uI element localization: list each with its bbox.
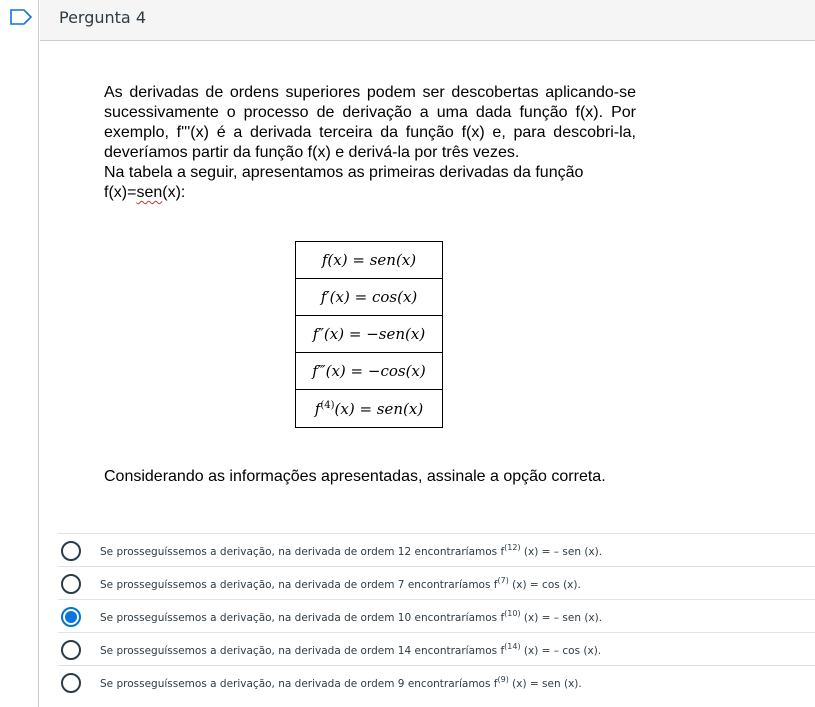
answer-order: (10)	[504, 609, 521, 618]
table-row	[296, 279, 443, 316]
derivative-rhs: = cos(x)	[354, 288, 418, 306]
answer-option[interactable]	[58, 533, 815, 566]
derivative-rhs: = sen(x)	[352, 251, 417, 269]
bookmark-flag-icon[interactable]	[10, 9, 32, 25]
radio-clip-mask	[39, 533, 58, 707]
answer-fn: f	[500, 645, 505, 657]
answer-order: (9)	[497, 675, 509, 684]
answer-text-pre: Se prosseguíssemos a derivação, na derivada de ordem 7 encontraríamos	[100, 579, 494, 591]
answer-option[interactable]	[58, 632, 815, 665]
answer-label[interactable]	[100, 675, 582, 690]
derivative-rhs: = sen(x)	[359, 399, 424, 418]
table-row	[296, 353, 443, 390]
answer-option[interactable]	[58, 665, 815, 698]
answer-option[interactable]	[58, 566, 815, 599]
answer-option[interactable]	[58, 599, 815, 632]
radio-button[interactable]	[61, 607, 81, 627]
radio-button[interactable]	[61, 673, 81, 693]
question-paragraph-1: As derivadas de ordens superiores podem ser descobertas aplicando-se sucessivamente o processo de derivação a uma dada função f(x). Por exemplo, f'''(x) é a derivada terceira da função f(x) e, para descobri-la, deveríamos partir da função f(x) e derivá-la por três vezes.	[104, 84, 636, 161]
question-paragraph-2	[104, 163, 636, 203]
answer-text-post: (x) = – sen (x).	[520, 546, 603, 558]
radio-button[interactable]	[61, 574, 81, 594]
answer-fn: f	[500, 546, 505, 558]
question-title: Pergunta 4	[59, 8, 146, 27]
question-text	[104, 83, 636, 203]
answer-fn: f	[493, 678, 498, 690]
table-row	[296, 242, 443, 279]
table-row	[296, 390, 443, 428]
derivative-rhs: = −cos(x)	[350, 362, 426, 380]
answer-label[interactable]	[100, 543, 602, 558]
answer-text-post: (x) = – cos (x).	[520, 645, 602, 657]
answer-label[interactable]	[100, 642, 601, 657]
answer-text-post: (x) = cos (x).	[508, 579, 581, 591]
question-prompt: Considerando as informações apresentadas, assinale a opção correta.	[104, 468, 606, 485]
derivative-lhs: f(x)	[321, 251, 348, 269]
answer-label[interactable]	[100, 609, 602, 624]
left-gutter	[0, 0, 39, 707]
answer-text-post: (x) = – sen (x).	[520, 612, 603, 624]
spellcheck-word: sen	[136, 184, 163, 201]
derivatives-table	[295, 241, 443, 428]
question-paragraph-2-prefix: Na tabela a seguir, apresentamos as primeiras derivadas da função f(x)=	[104, 164, 584, 201]
question-paragraph-2-suffix: (x):	[162, 184, 186, 201]
answer-text-pre: Se prosseguíssemos a derivação, na derivada de ordem 12 encontraríamos	[100, 546, 501, 558]
derivative-lhs: f′(x)	[320, 288, 350, 306]
answer-order: (12)	[504, 543, 521, 552]
answer-list	[58, 533, 815, 698]
answer-fn: f	[493, 579, 498, 591]
answer-order: (14)	[504, 642, 521, 651]
derivative-lhs-base: f	[314, 399, 321, 418]
radio-button[interactable]	[61, 640, 81, 660]
answer-fn: f	[500, 612, 505, 624]
derivative-lhs: f″(x)	[312, 325, 345, 343]
question-header	[40, 0, 815, 41]
table-row	[296, 316, 443, 353]
derivative-lhs-tail: (x)	[334, 399, 355, 418]
derivative-lhs: f‴(x)	[312, 362, 346, 380]
answer-order: (7)	[497, 576, 509, 585]
derivative-rhs: = −sen(x)	[348, 325, 426, 343]
radio-button[interactable]	[61, 541, 81, 561]
derivative-order: (4)	[320, 399, 335, 411]
answer-text-pre: Se prosseguíssemos a derivação, na derivada de ordem 10 encontraríamos	[100, 612, 501, 624]
answer-text-pre: Se prosseguíssemos a derivação, na derivada de ordem 9 encontraríamos	[100, 678, 494, 690]
answer-text-pre: Se prosseguíssemos a derivação, na derivada de ordem 14 encontraríamos	[100, 645, 501, 657]
answer-text-post: (x) = sen (x).	[508, 678, 582, 690]
answer-label[interactable]	[100, 576, 581, 591]
